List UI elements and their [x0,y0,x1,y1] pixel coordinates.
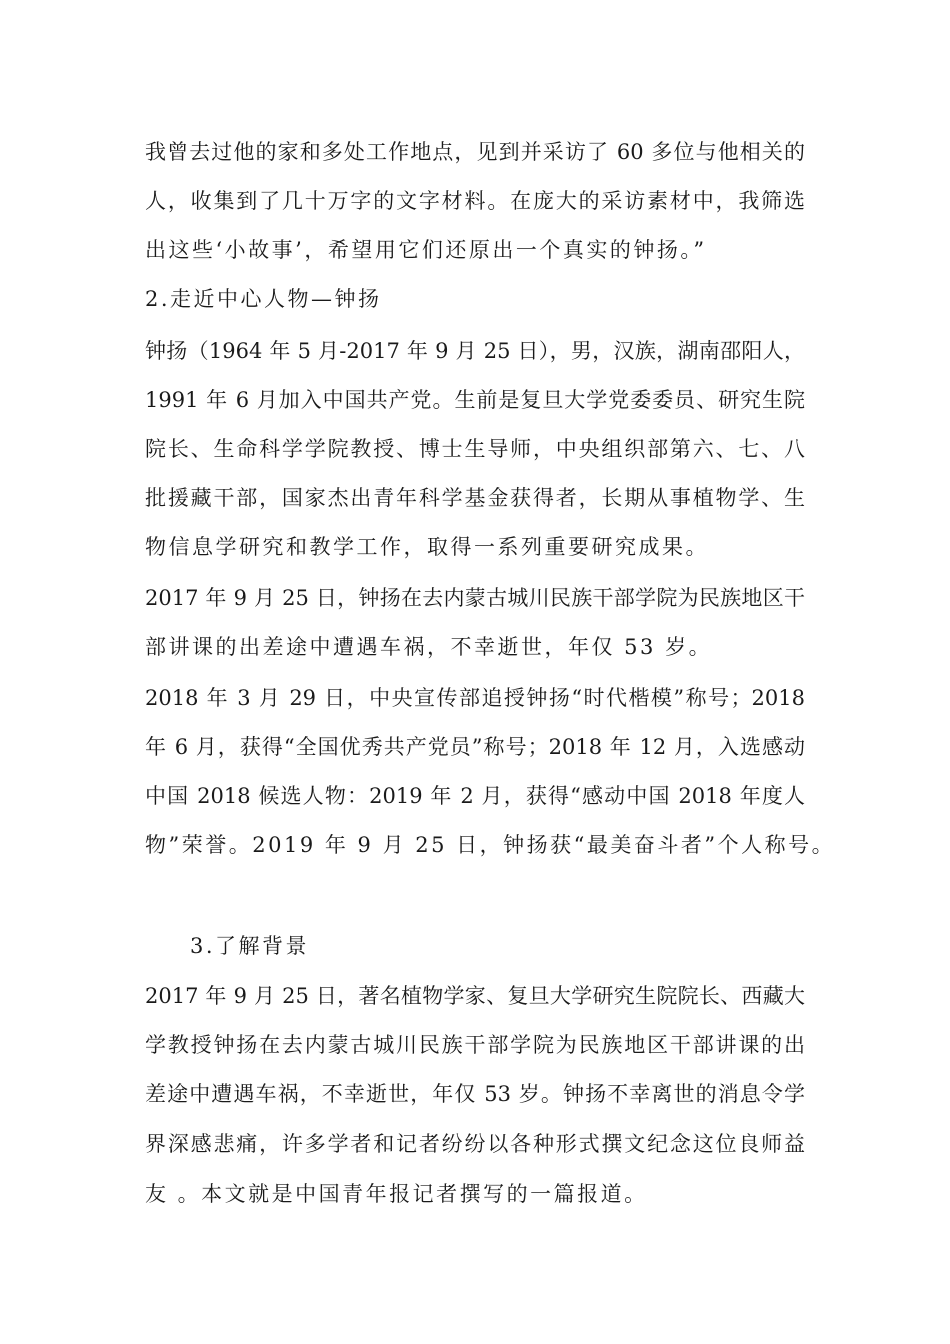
text-line-10: 2017 年 9 月 25 日，钟扬在去内蒙古城川民族干部学院为民族地区干 [145,586,805,610]
text-line-15: 物”荣誉。2019 年 9 月 25 日，钟扬获“最美奋斗者”个人称号。 [145,833,836,857]
text-line-21: 友 。本文就是中国青年报记者撰写的一篇报道。 [145,1182,648,1206]
text-line-6: 1991 年 6 月加入中国共产党。生前是复旦大学党委委员、研究生院 [145,388,805,412]
section-heading-3: 3.了解背景 [190,934,310,958]
text-line-20: 界深感悲痛，许多学者和记者纷纷以各种形式撰文纪念这位良师益 [145,1132,805,1156]
text-line-12: 2018 年 3 月 29 日，中央宣传部追授钟扬“时代楷模”称号；2018 [145,686,805,710]
text-line-13: 年 6 月，获得“全国优秀共产党员”称号；2018 年 12 月，入选感动 [145,735,805,759]
text-line-1: 我曾去过他的家和多处工作地点，见到并采访了 60 多位与他相关的 [145,140,805,164]
section-heading-2: 2.走近中心人物—钟扬 [145,287,382,311]
text-line-11: 部讲课的出差途中遭遇车祸，不幸逝世，年仅 53 岁。 [145,635,713,659]
text-line-7: 院长、生命科学学院教授、博士生导师，中央组织部第六、七、八 [145,437,805,461]
text-line-5: 钟扬（1964 年 5 月-2017 年 9 月 25 日），男，汉族，湖南邵阳人， [145,339,805,363]
text-line-2: 人，收集到了几十万字的文字材料。在庞大的采访素材中，我筛选 [145,189,805,213]
text-line-3: 出这些‘小故事’，希望用它们还原出一个真实的钟扬。” [145,238,707,262]
text-line-14: 中国 2018 候选人物：2019 年 2 月，获得“感动中国 2018 年度人 [145,784,805,808]
text-line-9: 物信息学研究和教学工作，取得一系列重要研究成果。 [145,535,709,559]
text-line-17: 2017 年 9 月 25 日，著名植物学家、复旦大学研究生院院长、西藏大 [145,984,805,1008]
text-line-18: 学教授钟扬在去内蒙古城川民族干部学院为民族地区干部讲课的出 [145,1033,805,1057]
text-line-8: 批援藏干部，国家杰出青年科学基金获得者，长期从事植物学、生 [145,486,805,510]
text-line-19: 差途中遭遇车祸，不幸逝世，年仅 53 岁。钟扬不幸离世的消息令学 [145,1082,805,1106]
